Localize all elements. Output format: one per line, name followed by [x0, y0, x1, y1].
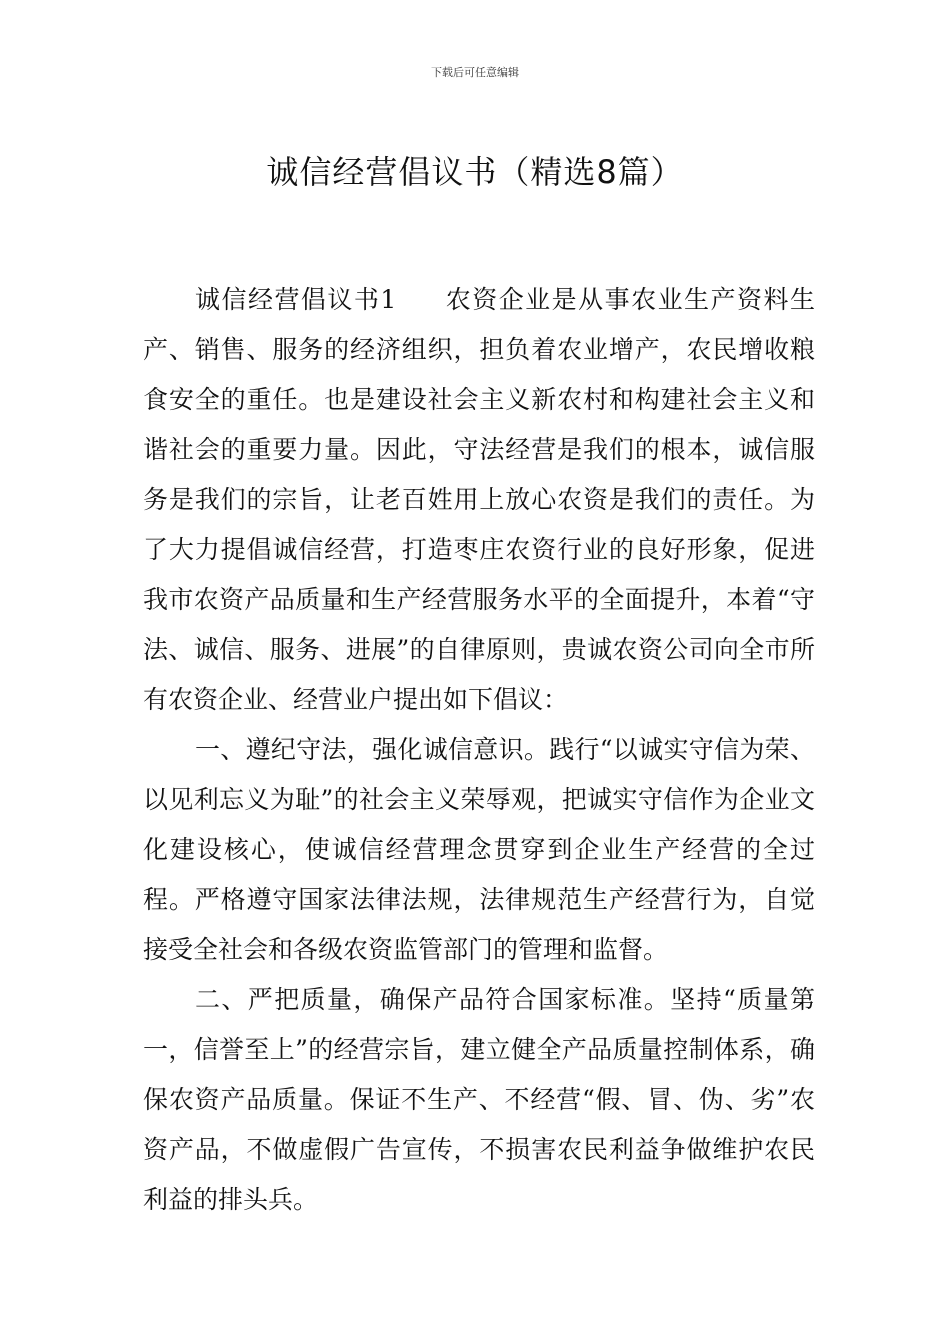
paragraph-1-lead: 诚信经营倡议书1	[195, 285, 397, 314]
paragraph-1-text: 农资企业是从事农业生产资料生产、销售、服务的经济组织，担负着农业增产，农民增收粮食安全的重任。也是建设社会主义新农村和构建社会主义和谐社会的重要力量。因此，守法经营是我们的根本，诚信服务是我们的宗旨，让老百姓用上放心农资是我们的责任。为了大力提倡诚信经营，打造枣庄农资行业的良好形象，促进我市农资产品质量和生产经营服务水平的全面提升，本着“守法、诚信、服务、进展”的自律原则，贵诚农资公司向全市所有农资企业、经营业户提出如下倡议：	[143, 285, 815, 714]
paragraph-3: 二、严把质量，确保产品符合国家标准。坚持“质量第一，信誉至上”的经营宗旨，建立健全产品质量控制体系，确保农资产品质量。保证不生产、不经营“假、冒、伪、劣”农资产品，不做虚假广告宣传，不损害农民利益争做维护农民利益的排头兵。	[143, 985, 815, 1214]
document-body	[143, 275, 815, 1225]
paragraph-2: 一、遵纪守法，强化诚信意识。践行“以诚实守信为荣、以见利忘义为耻”的社会主义荣辱观，把诚实守信作为企业文化建设核心，使诚信经营理念贯穿到企业生产经营的全过程。严格遵守国家法律法规，法律规范生产经营行为，自觉接受全社会和各级农资监管部门的管理和监督。	[143, 735, 815, 964]
document-title: 诚信经营倡议书（精选8篇）	[266, 153, 684, 192]
page-header-note: 下载后可任意编辑	[431, 66, 519, 79]
paragraph-1	[143, 275, 815, 725]
